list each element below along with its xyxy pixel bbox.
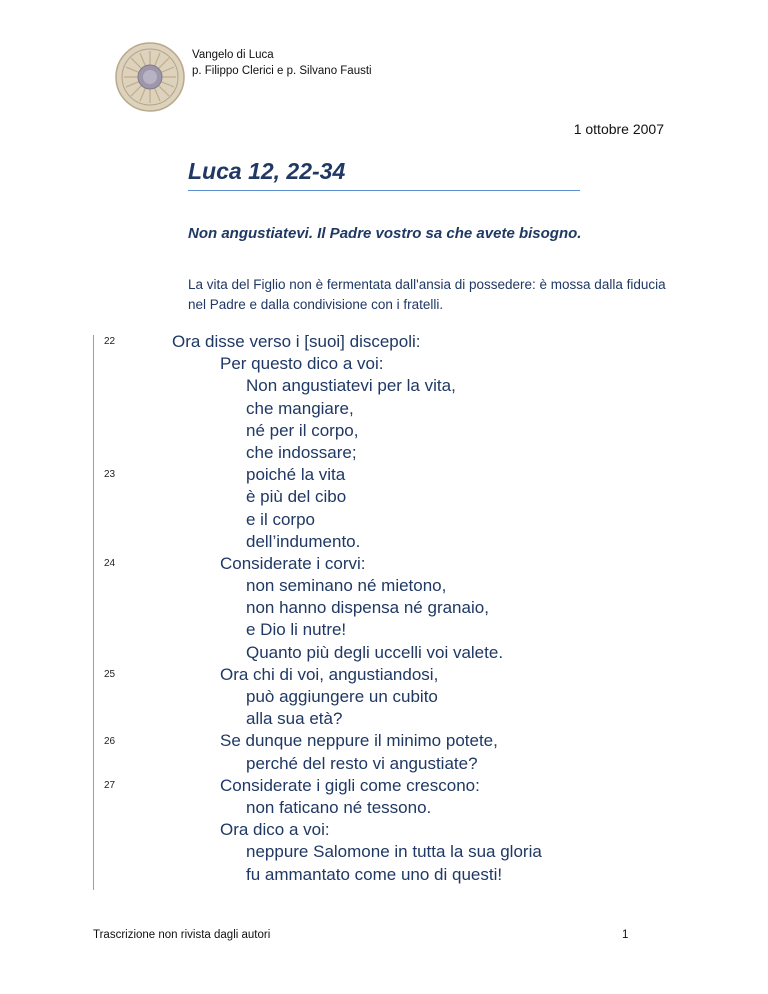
- poem-line: che mangiare,: [246, 398, 354, 418]
- margin-rule: [93, 335, 94, 890]
- intro-paragraph: La vita del Figlio non è fermentata dall'ansia di possedere: è mossa dalla fiducia nel Padre e dalla condivisione con i fratelli.: [188, 277, 666, 312]
- title-underline: [188, 190, 580, 191]
- page-number: 1: [622, 929, 629, 941]
- poem-line: e Dio li nutre!: [246, 620, 347, 640]
- poem-line: fu ammantato come uno di questi!: [246, 864, 503, 884]
- verse-number: 27: [104, 780, 116, 791]
- poem-line: e il corpo: [246, 509, 315, 529]
- poem-line: Considerate i corvi:: [220, 553, 366, 573]
- poem-line: Quanto più degli uccelli voi valete.: [246, 642, 504, 662]
- poem-line: neppure Salomone in tutta la sua gloria: [246, 842, 542, 862]
- poem-line: non faticano né tessono.: [246, 797, 432, 817]
- poem-line: dell’indumento.: [246, 531, 361, 551]
- verse-number: 26: [104, 735, 116, 747]
- poem-line: Ora chi di voi, angustiandosi,: [220, 664, 439, 684]
- document-header: [192, 47, 372, 79]
- poem-line: poiché la vita: [246, 465, 346, 485]
- poem-line: né per il corpo,: [246, 420, 359, 440]
- subtitle: Non angustiatevi. Il Padre vostro sa che avete bisogno.: [188, 225, 582, 242]
- scripture-text: [172, 331, 542, 886]
- poem-line: Considerate i gigli come crescono:: [220, 775, 480, 795]
- verse-number: 23: [104, 469, 116, 481]
- verse-number: 22: [104, 336, 116, 347]
- poem-line: non seminano né mietono,: [246, 576, 447, 596]
- page-title: Luca 12, 22-34: [188, 158, 346, 184]
- poem-line: Se dunque neppure il minimo potete,: [220, 731, 498, 751]
- document-date: 1 ottobre 2007: [573, 121, 664, 137]
- header-authors: p. Filippo Clerici e p. Silvano Fausti: [192, 65, 372, 77]
- poem-line: che indossare;: [246, 442, 357, 462]
- jesuit-seal-icon: [115, 42, 185, 112]
- verse-number: 25: [104, 669, 116, 680]
- poem-line: può aggiungere un cubito: [246, 687, 438, 706]
- poem-line: Per questo dico a voi:: [220, 354, 384, 374]
- poem-line: Non angustiatevi per la vita,: [246, 376, 456, 396]
- poem-line: alla sua età?: [246, 709, 343, 729]
- verse-number: 24: [104, 558, 116, 569]
- header-book: Vangelo di Luca: [192, 49, 274, 61]
- poem-line: Ora disse verso i [suoi] discepoli:: [172, 332, 421, 351]
- poem-line: è più del cibo: [246, 487, 347, 507]
- poem-line: Ora dico a voi:: [220, 820, 330, 840]
- poem-line: perché del resto vi angustiate?: [246, 753, 478, 773]
- footer-note: Trascrizione non rivista dagli autori: [93, 929, 271, 941]
- poem-line: non hanno dispensa né granaio,: [246, 598, 489, 618]
